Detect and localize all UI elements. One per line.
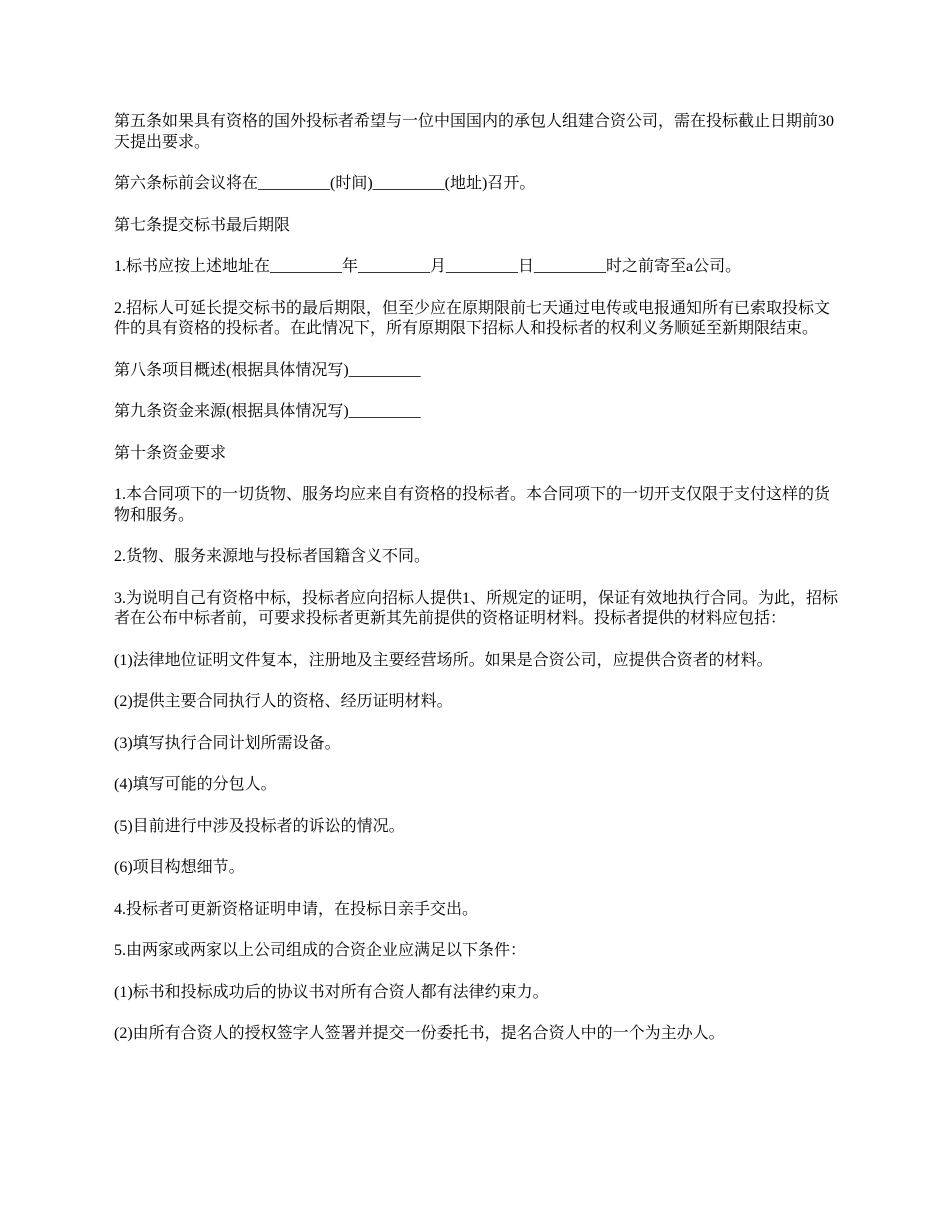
article-10-item-4: 4.投标者可更新资格证明申请，在投标日亲手交出。: [114, 900, 479, 918]
article-5-paragraph: 第五条如果具有资格的国外投标者希望与一位中国国内的承包人组建合资公司，需在投标截止日期前30天提出要求。: [114, 113, 835, 151]
article-10-item-2: 2.货物、服务来源地与投标者国籍含义不同。: [114, 548, 431, 565]
materials-item-2: (2)提供主要合同执行人的资格、经历证明材料。: [114, 693, 453, 710]
article-10-item-5: 5.由两家或两家以上公司组成的合资企业应满足以下条件：: [114, 942, 527, 959]
article-7-item-1: 1.标书应按上述地址在_________年_________月_________日_________时之前寄至a公司。: [114, 258, 742, 275]
article-9-paragraph: 第九条资金来源(根据具体情况写)_________: [114, 403, 421, 420]
article-10-item-1: 1.本合同项下的一切货物、服务均应来自有资格的投标者。本合同项下的一切开支仅限于支付这样的货物和服务。: [114, 486, 831, 524]
materials-item-1: (1)法律地位证明文件复本，注册地及主要经营场所。如果是合资公司，应提供合资者的材料。: [114, 651, 773, 669]
article-10-heading: 第十条资金要求: [114, 444, 227, 462]
joint-venture-condition-2: (2)由所有合资人的授权签字人签署并提交一份委托书，提名合资人中的一个为主办人。: [114, 1025, 725, 1042]
joint-venture-condition-1: (1)标书和投标成功后的协议书对所有合资人都有法律约束力。: [114, 983, 549, 1001]
article-10-item-3: 3.为说明自己有资格中标，投标者应向招标人提供1、所规定的证明，保证有效地执行合同。为此，招标者在公布中标者前，可要求投标者更新其先前提供的资格证明材料。投标者提供的材料应包括：: [114, 589, 839, 627]
article-7-heading: 第七条提交标书最后期限: [114, 216, 291, 234]
materials-item-5: (5)目前进行中涉及投标者的诉讼的情况。: [114, 817, 405, 835]
article-6-paragraph: 第六条标前会议将在_________(时间)_________(地址)召开。: [114, 175, 536, 192]
materials-item-3: (3)填写执行合同计划所需设备。: [114, 734, 341, 752]
article-7-item-2: 2.招标人可延长提交标书的最后期限，但至少应在原期限前七天通过电传或电报通知所有已索取投标文件的具有资格的投标者。在此情况下，所有原期限下招标人和投标者的权利义务顺延至新期限结束。: [114, 299, 831, 337]
materials-item-6: (6)项目构想细节。: [114, 859, 245, 876]
article-8-paragraph: 第八条项目概述(根据具体情况写)_________: [114, 361, 421, 379]
materials-item-4: (4)填写可能的分包人。: [114, 776, 277, 793]
